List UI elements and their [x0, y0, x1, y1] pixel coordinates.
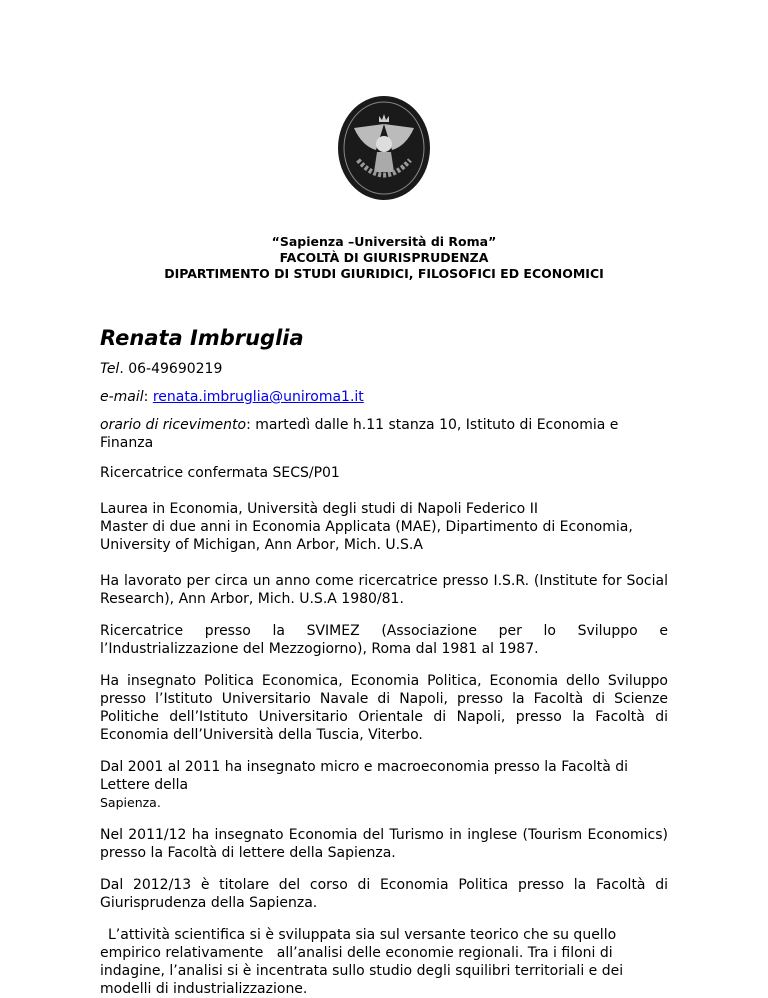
education-master: Master di due anni in Economia Applicata (MAE), Dipartimento di Economia, University of Michigan, Ann Arbor, Mich. U.S.A [100, 519, 633, 553]
paragraph-2001-cont: Sapienza. [100, 795, 161, 810]
paragraph-research: L’attività scientifica si è sviluppata sia sul versante teorico che su quello empirico relativamente all’analisi delle economie regionali. Tra i filoni di indagine, l’analisi si è incentrata sullo studio degli squilibri territoriali e dei modelli di industrializzazione. [100, 927, 628, 997]
hours-value: : martedì dalle h.11 stanza 10, Istituto di Economia e Finanza [100, 417, 619, 451]
sapienza-seal-logo [334, 94, 434, 202]
person-name: Renata Imbruglia [100, 326, 304, 350]
telephone [100, 360, 668, 378]
office-hours [100, 416, 668, 452]
faculty-name: FACOLTÀ DI GIURISPRUDENZA [279, 250, 489, 265]
paragraph-2001: Dal 2001 al 2011 ha insegnato micro e macroeconomia presso la Facoltà di Lettere della [100, 759, 629, 793]
tel-value: . 06-49690219 [119, 361, 223, 377]
department-name: DIPARTIMENTO DI STUDI GIURIDICI, FILOSOFICI ED ECONOMICI [164, 266, 604, 281]
paragraph-isr: Ha lavorato per circa un anno come ricercatrice presso I.S.R. (Institute for Social Research), Ann Arbor, Mich. U.S.A 1980/81. [100, 573, 668, 607]
paragraph-2011: Nel 2011/12 ha insegnato Economia del Turismo in inglese (Tourism Economics) presso la Facoltà di lettere della Sapienza. [100, 827, 668, 861]
email-link[interactable]: renata.imbruglia@uniroma1.it [152, 389, 364, 405]
tel-label: Tel [100, 361, 120, 377]
paragraph-svimez: Ricercatrice presso la SVIMEZ (Associazione per lo Sviluppo e l’Industrializzazione del Mezzogiorno), Roma dal 1981 al 1987. [100, 623, 668, 657]
hours-label: orario di ricevimento [100, 417, 247, 433]
email-separator: : [143, 389, 153, 405]
email-label: e-mail [100, 389, 144, 405]
role: Ricercatrice confermata SECS/P01 [100, 465, 340, 481]
email-line [100, 388, 668, 406]
cv-body [100, 360, 668, 998]
university-name: “Sapienza –Università di Roma” [271, 234, 497, 249]
paragraph-teaching: Ha insegnato Politica Economica, Economia Politica, Economia dello Sviluppo presso l’Istituto Universitario Navale di Napoli, presso la Facoltà di Scienze Politiche dell’Istituto Universitario Orientale di Napoli, presso la Facoltà di Economia dell’Università della Tuscia, Viterbo. [100, 673, 668, 743]
paragraph-2012: Dal 2012/13 è titolare del corso di Economia Politica presso la Facoltà di Giurisprudenza della Sapienza. [100, 877, 668, 911]
education-degree: Laurea in Economia, Università degli studi di Napoli Federico II [100, 501, 538, 517]
